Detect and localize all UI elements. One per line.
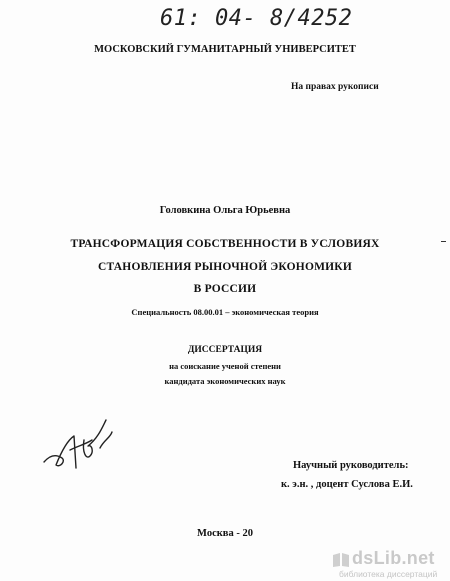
book-icon	[332, 552, 350, 568]
supervisor-label: Научный руководитель:	[293, 460, 409, 471]
university-name: МОСКОВСКИЙ ГУМАНИТАРНЫЙ УНИВЕРСИТЕТ	[94, 44, 356, 55]
title-line-2: СТАНОВЛЕНИЯ РЫНОЧНОЙ ЭКОНОМИКИ	[98, 261, 352, 273]
degree-line-1: на соискание ученой степени	[169, 361, 281, 371]
degree-line-2: кандидата экономических наук	[164, 376, 286, 386]
title-line-3: В РОССИИ	[193, 283, 257, 295]
margin-mark	[441, 241, 446, 242]
city-year: Москва - 20	[197, 528, 253, 539]
watermark-subtitle: библиотека диссертаций	[339, 569, 438, 579]
handwritten-signature-icon	[40, 410, 120, 485]
archive-code: 61: 04- 8/4252	[160, 6, 353, 31]
supervisor-name: к. э.н. , доцент Суслова Е.И.	[281, 479, 413, 490]
title-line-1: ТРАНСФОРМАЦИЯ СОБСТВЕННОСТИ В УСЛОВИЯХ	[70, 238, 380, 250]
document-type: ДИССЕРТАЦИЯ	[187, 345, 263, 355]
dslib-watermark	[330, 548, 450, 581]
specialty: Специальность 08.00.01 – экономическая теория	[131, 307, 319, 317]
watermark-brand: dsLib.net	[352, 548, 435, 568]
rights-note: На правах рукописи	[291, 82, 379, 92]
author-name: Головкина Ольга Юрьевна	[159, 205, 291, 216]
